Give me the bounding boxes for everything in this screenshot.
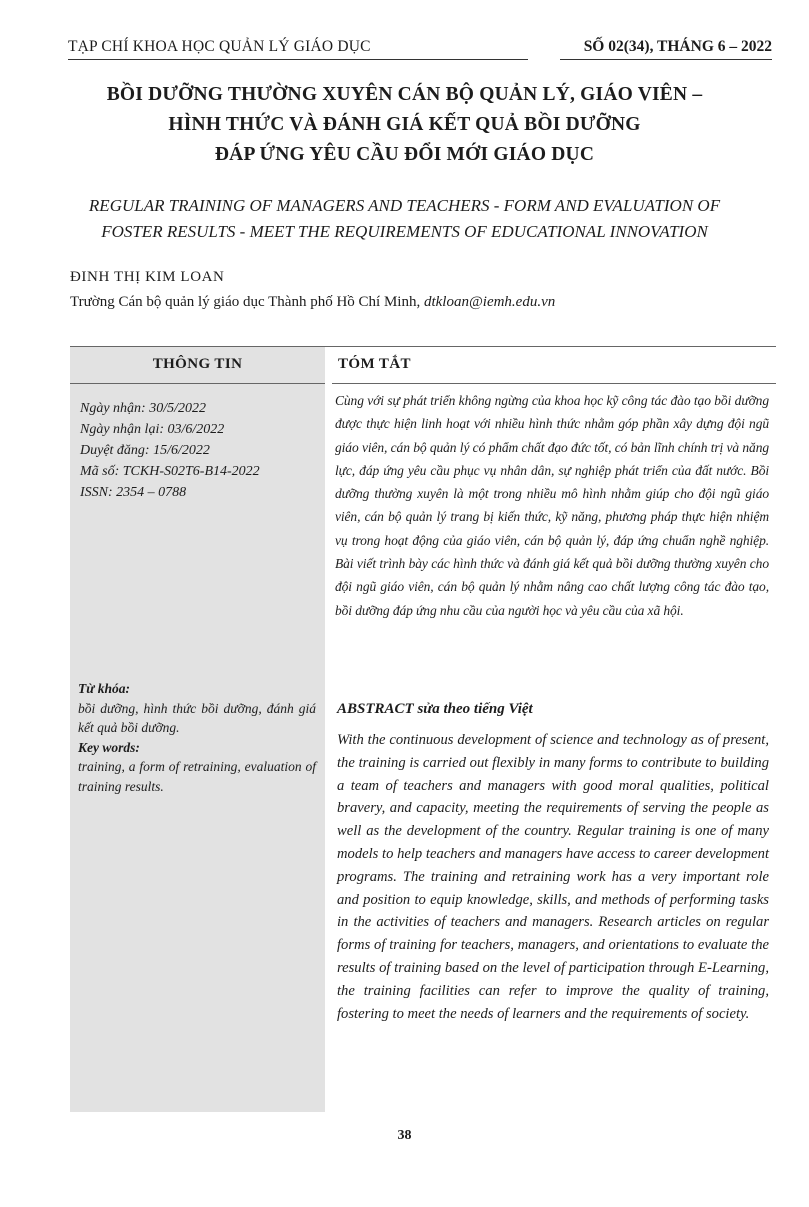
- english-title-line-2: FOSTER RESULTS - MEET THE REQUIREMENTS OF EDUCATIONAL INNOVATION: [101, 222, 708, 241]
- info-heading: THÔNG TIN: [152, 356, 243, 372]
- keywords-vi: bồi dưỡng, hình thức bồi dưỡng, đánh giá kết quả bồi dưỡng.: [78, 700, 316, 735]
- abstract-text: With the continuous development of science and technology as of present, the training is carried out flexibly in many forms to contribute to building a team of teachers and managers with good moral qualities, political bravery, and capacity, meeting the requirements of serving the people as well as the development of the country. Regular training is one of many models to help teachers and managers have access to career development programs. The training and retraining work has a very important role and position to equip knowledge, skills, and methods of performing tasks in the activities of teachers and managers. Research articles on regular forms of training for teachers, managers, and orientations to evaluate the results of training based on the level of participation through E-Learning, the training facilities can refer to improve the quality of training, fostering to meet the needs of learners and the requirements of society.: [337, 732, 769, 1022]
- issn: ISSN: 2354 – 0788: [80, 485, 187, 500]
- keywords-block: [78, 679, 316, 796]
- article-title: [40, 80, 769, 170]
- institution: Trường Cán bộ quản lý giáo dục Thành phố Hồ Chí Minh,: [70, 294, 421, 310]
- page-number: 38: [397, 1128, 412, 1143]
- title-line-1: BỒI DƯỠNG THƯỜNG XUYÊN CÁN BỘ QUẢN LÝ, GIÁO VIÊN –: [106, 84, 703, 105]
- english-title-line-1: REGULAR TRAINING OF MANAGERS AND TEACHERS - FORM AND EVALUATION OF: [88, 196, 721, 215]
- info-heading-rule: [70, 383, 325, 384]
- table-top-rule: [325, 346, 776, 347]
- summary-heading: TÓM TẮT: [338, 356, 411, 372]
- summary-heading-rule: [332, 383, 776, 384]
- revised-date: Ngày nhận lại: 03/6/2022: [80, 422, 225, 437]
- author-affiliation: [70, 294, 555, 311]
- title-line-3: ĐÁP ỨNG YÊU CẦU ĐỔI MỚI GIÁO DỤC: [214, 144, 595, 165]
- author-name: ĐINH THỊ KIM LOAN: [70, 269, 225, 285]
- abstract-heading: ABSTRACT sửa theo tiếng Việt: [337, 701, 533, 717]
- received-date: Ngày nhận: 30/5/2022: [80, 401, 206, 416]
- keywords-en-label: Key words:: [78, 739, 140, 755]
- title-line-2: HÌNH THỨC VÀ ĐÁNH GIÁ KẾT QUẢ BỒI DƯỠNG: [168, 114, 641, 135]
- article-code: Mã số: TCKH-S02T6-B14-2022: [80, 464, 260, 479]
- english-title: [40, 193, 769, 245]
- article-dates: [80, 398, 320, 503]
- keywords-vi-label: Từ khóa:: [78, 681, 130, 696]
- summary-text: Cùng với sự phát triển không ngừng của khoa học kỹ công tác đào tạo bồi dưỡng được thực hiện linh hoạt với nhiều hình thức nhằm góp phần xây dựng đội ngũ giáo viên, cán bộ quản lý có phẩm chất đạo đức tốt, có bản lĩnh chính trị và năng lực, đáp ứng yêu cầu phục vụ nhân dân, sự nghiệp phát triển của đất nước. Bồi dưỡng thường xuyên là một trong nhiều mô hình nhằm giúp cho đội ngũ giáo viên, cán bộ quản lý trang bị kiến thức, kỹ năng, phương pháp thực hiện nhiệm vụ trong hoạt động của giáo viên, cán bộ quản lý, đáp ứng chuẩn nghề nghiệp. Bài viết trình bày các hình thức và đánh giá kết quả bồi dưỡng thường xuyên cho đội ngũ giáo viên, cán bộ quản lý nhằm nâng cao chất lượng công tác đào tạo, bồi dưỡng đáp ứng nhu cầu của người học và yêu cầu của xã hội.: [335, 393, 769, 618]
- issue-info: SỐ 02(34), THÁNG 6 – 2022: [560, 38, 772, 60]
- keywords-en: training, a form of retraining, evaluation of training results.: [78, 759, 316, 794]
- author-email: dtkloan@iemh.edu.vn: [423, 294, 556, 310]
- journal-name: TẠP CHÍ KHOA HỌC QUẢN LÝ GIÁO DỤC: [68, 38, 528, 60]
- accepted-date: Duyệt đăng: 15/6/2022: [80, 443, 210, 458]
